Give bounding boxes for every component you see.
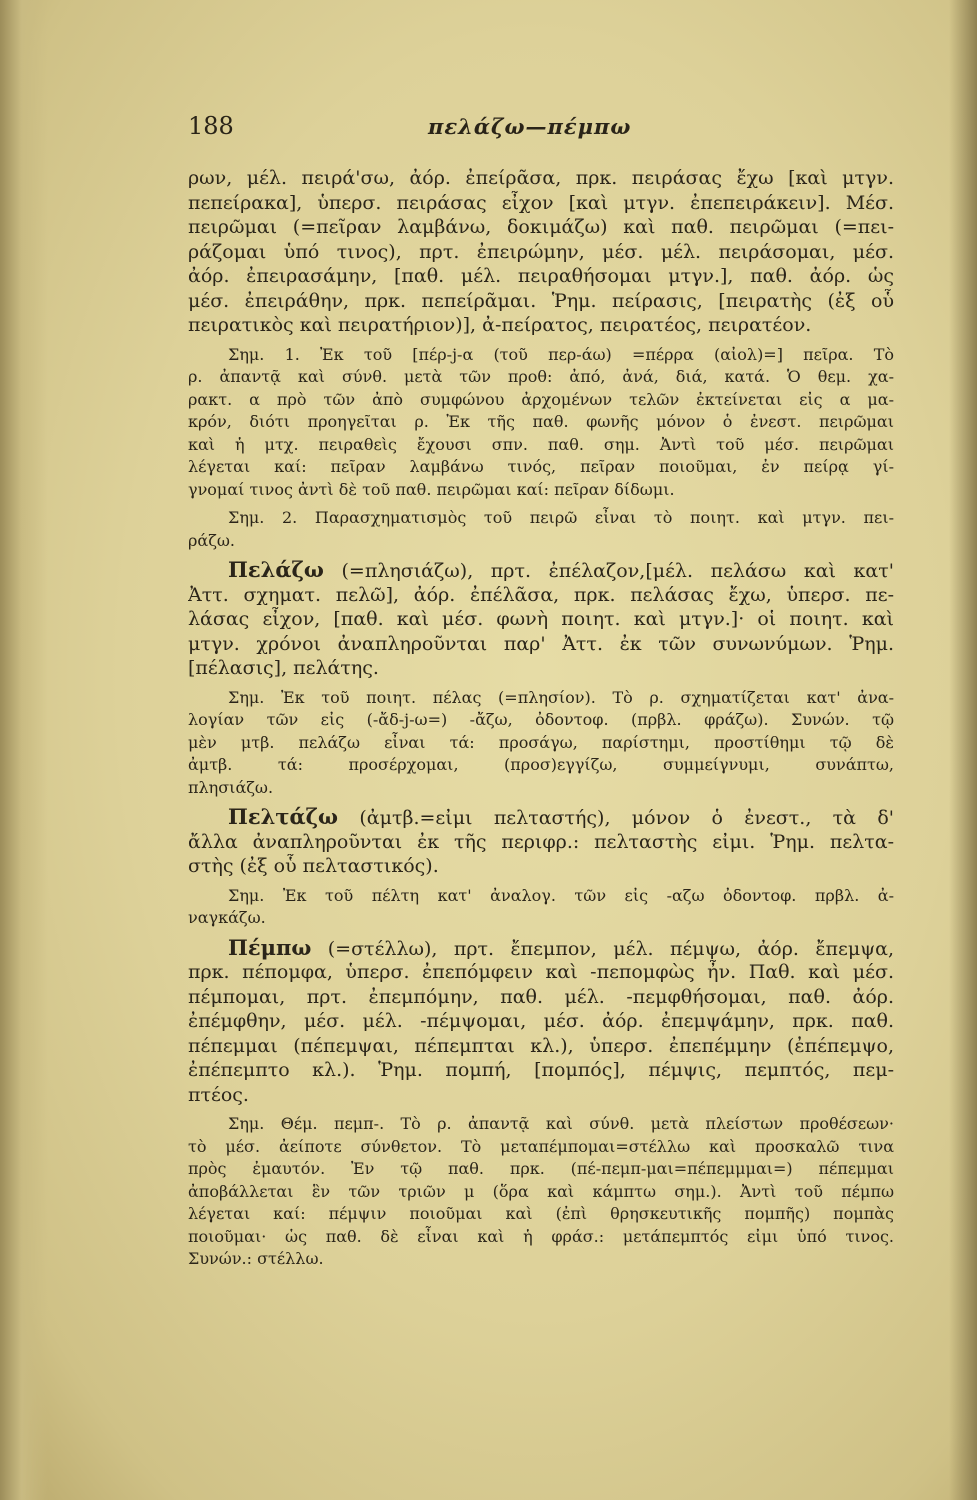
note-line: πρὸς ἐμαυτόν. Ἐν τῷ παθ. πρκ. (πέ-πεμπ-μαι=πέπεμμμαι=) πέπεμμαι — [188, 1159, 894, 1178]
note-line: λέγεται καί: πεῖραν λαμβάνω τινός, πεῖραν ποιοῦμαι, ἐν πείρᾳ γί- — [188, 457, 894, 476]
text-line: πέμπομαι, πρτ. ἐπεμπόμην, παθ. μέλ. -πεμφθήσομαι, παθ. ἀόρ. — [188, 985, 894, 1008]
text-line: λάσας εἶχον, [παθ. καὶ μέσ. φωνὴ ποιητ. καὶ μτγν.]· οἱ ποιητ. καὶ — [188, 608, 894, 630]
note-line: Σημ. Ἐκ τοῦ ποιητ. πέλας (=πλησίον). Τὸ ρ. σχηματίζεται κατ' ἀνα- — [228, 687, 894, 707]
note-block — [188, 344, 894, 502]
text-line: πειρατικὸς καὶ πειρατήριον)], ἀ-πείρατος, πειρατέος, πειρατέον. — [188, 314, 812, 336]
entry-first-line — [188, 805, 894, 830]
entry-headword: Πελτάζω — [228, 805, 339, 829]
entry-headword: Πέμπω — [228, 935, 312, 960]
text-line: Ἀττ. σχηματ. πελῶ], ἀόρ. ἐπέλᾶσα, πρκ. πελάσας ἔχω, ὑπερσ. πε- — [188, 583, 894, 606]
page-left-edge-shadow — [0, 0, 48, 1500]
dictionary-entry — [188, 558, 894, 681]
entry-headword: Πελάζω — [228, 558, 324, 582]
note-line: Σημ. Ἐκ τοῦ πέλτη κατ' ἀναλογ. τῶν εἰς -αζω ὀδοντοφ. πρβλ. ἀ- — [228, 885, 894, 905]
running-head: πελάζω—πέμπω — [428, 114, 632, 139]
entry-first-line-text: (=πλησιάζω), πρτ. ἐπέλαζον,[μέλ. πελάσω καὶ κατ' — [323, 560, 894, 582]
note-line: γνομαί τινος ἀντὶ δὲ τοῦ παθ. πειρῶμαι καί: πεῖραν δίδωμι. — [188, 479, 675, 499]
note-line: ἀμτβ. τά: προσέρχομαι, (προσ)εγγίζω, συμμείγνυμι, συνάπτω, — [188, 755, 894, 774]
text-line: ἐπέπεμπτο κλ.). Ῥημ. πομπή, [πομπός], πέμψις, πεμπτός, πεμ- — [188, 1059, 894, 1081]
note-line: μὲν μτβ. πελάζω εἶναι τά: προσάγω, παρίστημι, προστίθημι τῷ δὲ — [188, 732, 894, 752]
text-line: [πέλασις], πελάτης. — [188, 657, 379, 679]
page-number: 188 — [188, 112, 234, 140]
text-line: μέσ. ἐπειράθην, πρκ. πεπείρᾶμαι. Ῥημ. πείρασις, [πειρατὴς (ἐξ οὗ — [188, 289, 894, 312]
note-line: ρακτ. α πρὸ τῶν ἀπὸ συμφώνου ἀρχομένων τελῶν ἐκτείνεται εἰς α μα- — [188, 389, 894, 409]
note-line: ναγκάζω. — [188, 908, 266, 927]
note-line: Σημ. 1. Ἐκ τοῦ [πέρ-j-α (τοῦ περ-άω) =πέρρα (αἰολ)=] πεῖρα. Τὸ — [228, 344, 894, 364]
page-body — [188, 166, 894, 1271]
text-line: ἐπέμφθην, μέσ. μέλ. -πέμψομαι, μέσ. ἀόρ. ἐπεμψάμην, πρκ. παθ. — [188, 1010, 894, 1032]
note-line: καὶ ἡ μτχ. πειραθεὶς ἔχουσι σπν. παθ. σημ. Ἀντὶ τοῦ μέσ. πειρῶμαι — [188, 434, 894, 454]
text-line: πειρῶμαι (=πεῖραν λαμβάνω, δοκιμάζω) καὶ παθ. πειρῶμαι (=πει- — [188, 216, 894, 238]
text-line: πεπείρακα], ὑπερσ. πειράσας εἶχον [καὶ μτγν. ἐπεπειράκειν]. Μέσ. — [188, 191, 894, 214]
note-line: ράζω. — [188, 530, 236, 550]
text-line: ἄλλα ἀναπληροῦνται ἐκ τῆς περιφρ.: πελταστὴς εἰμι. Ῥημ. πελτα- — [188, 830, 894, 853]
note-block — [188, 1113, 894, 1271]
text-line: ρων, μέλ. πειρά'σω, ἀόρ. ἐπείρᾶσα, πρκ. πειράσας ἔχω [καὶ μτγν. — [188, 167, 894, 189]
note-line: Σημ. 2. Παρασχηματισμὸς τοῦ πειρῶ εἶναι τὸ ποιητ. καὶ μτγν. πει- — [228, 508, 894, 527]
text-line: ράζομαι ὑπό τινος), πρτ. ἐπειρώμην, μέσ. μέλ. πειράσομαι, μέσ. — [188, 240, 894, 263]
note-line: κρόν, διότι προηγεῖται ρ. Ἐκ τῆς παθ. φωνῆς μόνον ὁ ἐνεστ. πειρῶμαι — [188, 412, 894, 431]
dictionary-entry — [188, 936, 894, 1108]
note-line: ποιοῦμαι· ὡς παθ. δὲ εἶναι καὶ ἡ φράσ.: μετάπεμπτός εἰμι ὑπό τινος. — [188, 1226, 894, 1246]
note-block — [188, 507, 894, 552]
entry-first-line — [188, 558, 894, 583]
dictionary-entry — [188, 805, 894, 879]
note-line: Σημ. Θέμ. πεμπ-. Τὸ ρ. ἀπαντᾷ καὶ σύνθ. μετὰ πλείστων προθέσεων· — [228, 1114, 894, 1133]
page-right-edge-shadow — [949, 0, 977, 1500]
text-block — [188, 166, 894, 338]
text-line: πτέος. — [188, 1083, 249, 1106]
entry-first-line-text: (=στέλλω), πρτ. ἔπεμπον, μέλ. πέμψω, ἀόρ. ἔπεμψα, — [311, 937, 894, 960]
note-line: ρ. ἀπαντᾷ καὶ σύνθ. μετὰ τῶν προθ: ἀπό, ἀνά, διά, κατά. Ὁ θεμ. χα- — [188, 367, 894, 386]
note-line: πλησιάζω. — [188, 777, 274, 797]
note-line: λέγεται καί: πέμψιν ποιοῦμαι καὶ (ἐπὶ θρησκευτικῆς πομπῆς) πομπὰς — [188, 1204, 894, 1223]
entry-first-line-text: (ἀμτβ.=εἰμι πελταστής), μόνον ὁ ἐνεστ., τὰ δ' — [338, 807, 894, 829]
text-line: ἀόρ. ἐπειρασάμην, [παθ. μέλ. πειραθήσομαι μτγν.], παθ. ἀόρ. ὡς — [188, 265, 894, 287]
text-line: πέπεμμαι (πέπεμψαι, πέπεμπται κλ.), ὑπερσ. ἐπεπέμμην (ἐπέπεμψο, — [188, 1034, 894, 1057]
note-block — [188, 885, 894, 930]
note-line: ἀποβάλλεται ἓν τῶν τριῶν μ (ὅρα καὶ κάμπτω σημ.). Ἀντὶ τοῦ πέμπω — [188, 1181, 894, 1201]
entry-first-line — [188, 936, 894, 961]
note-line: Συνών.: στέλλω. — [188, 1249, 324, 1268]
note-block — [188, 687, 894, 800]
text-line: πρκ. πέπομφα, ὑπερσ. ἐπεπόμφειν καὶ -πεπομφὼς ἦν. Παθ. καὶ μέσ. — [188, 961, 894, 983]
text-line: μτγν. χρόνοι ἀναπληροῦνται παρ' Ἀττ. ἐκ τῶν συνωνύμων. Ῥημ. — [188, 632, 894, 655]
text-line: στὴς (ἐξ οὗ πελταστικός). — [188, 855, 439, 877]
page-header — [188, 112, 883, 152]
note-line: τὸ μέσ. ἀείποτε σύνθετον. Τὸ μεταπέμπομαι=στέλλω καὶ προσκαλῶ τινα — [188, 1136, 894, 1156]
note-line: λογίαν τῶν εἰς (-ἄδ-j-ω=) -ἄζω, ὀδοντοφ. (πρβλ. φράζω). Συνών. τῷ — [188, 710, 894, 729]
